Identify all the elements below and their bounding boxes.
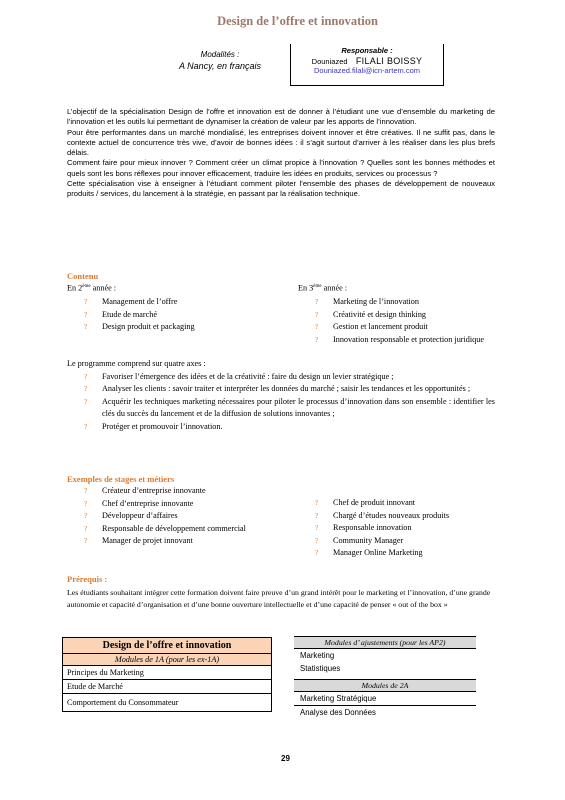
list-item: ? Protéger et promouvoir l’innovation. <box>84 421 223 431</box>
list-item: ? Design produit et packaging <box>84 322 195 332</box>
prerequis-heading: Prérequis : <box>67 574 108 584</box>
responsable-email[interactable]: Douniazed.filali@icn-artem.com <box>314 66 420 75</box>
modalites-label: Modalités : <box>200 50 240 59</box>
table-header: Design de l’offre et innovation <box>63 638 271 654</box>
list-item: ? Développeur d’affaires <box>84 511 178 520</box>
year2-column <box>67 281 277 334</box>
responsable-last-name: FILALI BOISSY <box>355 56 423 66</box>
table-row: Comportement du Consommateur <box>67 698 179 707</box>
list-item: ? Marketing de l’innovation <box>315 297 419 307</box>
stages-left-column <box>67 485 267 548</box>
list-item: ? Acquérir les techniques marketing nécessaires pour piloter le processus d’innovation dans son ensemble : identifier les clés du succès du lancement et de la diffusion de solutions innovantes ; <box>84 396 495 418</box>
modules-table-right <box>294 636 476 719</box>
intro-paragraph: Pour être performantes dans un marché mondialisé, les entreprises doivent innover et être créatives. Il ne suffit pas, dans le contexte actuel de concurrence très vive, d’avoir de bonnes idées : il s’agit surtout d’arriver à les réaliser dans les plus brefs délais. <box>67 127 495 158</box>
intro-paragraph: L’objectif de la spécialisation Design de l’offre et innovation est de donner à l’étudiant une vue d’ensemble du marketing de l’innovation et les outils lui permettant de dynamiser la création de valeur par les apports de l’innovation. <box>67 107 495 127</box>
responsable-first-name: Douniazed <box>311 57 348 66</box>
modalites-box <box>150 44 290 86</box>
list-item: ? Analyser les clients : savoir traiter et interpréter les données du marché ; saisir les tendances et les opportunités ; <box>84 384 471 393</box>
table-row: Statistiques <box>300 664 341 673</box>
contenu-heading: Contenu <box>67 271 99 281</box>
year3-label: En 3ème année : <box>298 283 348 293</box>
list-item: ? Chef d’entreprise innovante <box>84 498 194 508</box>
list-item: ? Responsable innovation <box>315 523 412 532</box>
programme-intro: Le programme comprend sur quatre axes : <box>67 359 206 368</box>
stages-heading: Exemples de stages et métiers <box>67 474 175 484</box>
list-item: ? Favoriser l’émergence des idées et de la créativité : faire du design un levier stratégique ; <box>84 371 394 381</box>
list-item: ? Manager Online Marketing <box>315 548 423 557</box>
table-row: Marketing Stratégique <box>294 692 476 706</box>
table-subheader: Modules d’ ajustements (pour les AP2) <box>294 636 476 649</box>
modalites-value: A Nancy, en français <box>178 61 262 71</box>
list-item: ? Gestion et lancement produit <box>315 322 428 332</box>
programme-section <box>67 358 495 433</box>
intro-paragraph: Cette spécialisation vise à enseigner à l’étudiant comment piloter l’ensemble des phases de développement de nouveaux produits / services, du lancement à la stratégie, en passant par la réalisation technique. <box>67 179 495 199</box>
list-item: ? Etude de marché <box>84 309 158 319</box>
intro-paragraph: Comment faire pour mieux innover ? Comment créer un climat propice à l’innovation ? Quelles sont les bonnes méthodes et quels sont les bons réflexes pour innover efficacement, traduire les idées en produits, services ou processus ? <box>67 158 495 178</box>
table-row: Etude de Marché <box>63 680 271 694</box>
list-item: ? Chargé d’études nouveaux produits <box>315 510 450 520</box>
year2-label: En 2ème année : <box>67 283 117 293</box>
list-item: ? Management de l’offre <box>84 297 178 307</box>
table-subheader: Modules de 2A <box>294 679 476 692</box>
year3-column <box>298 281 496 346</box>
table-row: Analyse des Données <box>300 708 376 717</box>
page-number: 29 <box>281 754 290 763</box>
list-item: ? Responsable de développement commercial <box>84 523 246 533</box>
list-item: ? Community Manager <box>315 535 404 545</box>
table-row: Principes du Marketing <box>63 666 271 680</box>
list-item: ? Créativité et design thinking <box>315 309 427 319</box>
list-item: ? Manager de projet innovant <box>84 536 193 545</box>
stages-right-column <box>298 497 498 560</box>
modules-table-left <box>62 637 272 712</box>
responsable-name <box>291 56 443 66</box>
table-subheader: Modules de 1A (pour les ex-1A) <box>63 654 271 666</box>
list-item: ? Innovation responsable et protection juridique <box>315 334 484 344</box>
intro-text <box>67 107 495 200</box>
list-item: ? Créateur d’entreprise innovante <box>84 486 206 495</box>
list-item: ? Chef de produit innovant <box>315 498 416 507</box>
prerequis-text: Les étudiants souhaitant intégrer cette formation doivent faire preuve d’un grand intérêt pour le marketing et l’innovation, d’une grande autonomie et capacité d’organisation et d’une bonne ouverture intellectuelle et d’une capacité de penser « out of the box » <box>67 588 491 609</box>
page-title: Design de l’offre et innovation <box>217 14 378 28</box>
responsable-label: Responsable : <box>341 46 393 55</box>
table-row: Marketing <box>300 651 335 660</box>
responsable-box <box>290 44 444 86</box>
